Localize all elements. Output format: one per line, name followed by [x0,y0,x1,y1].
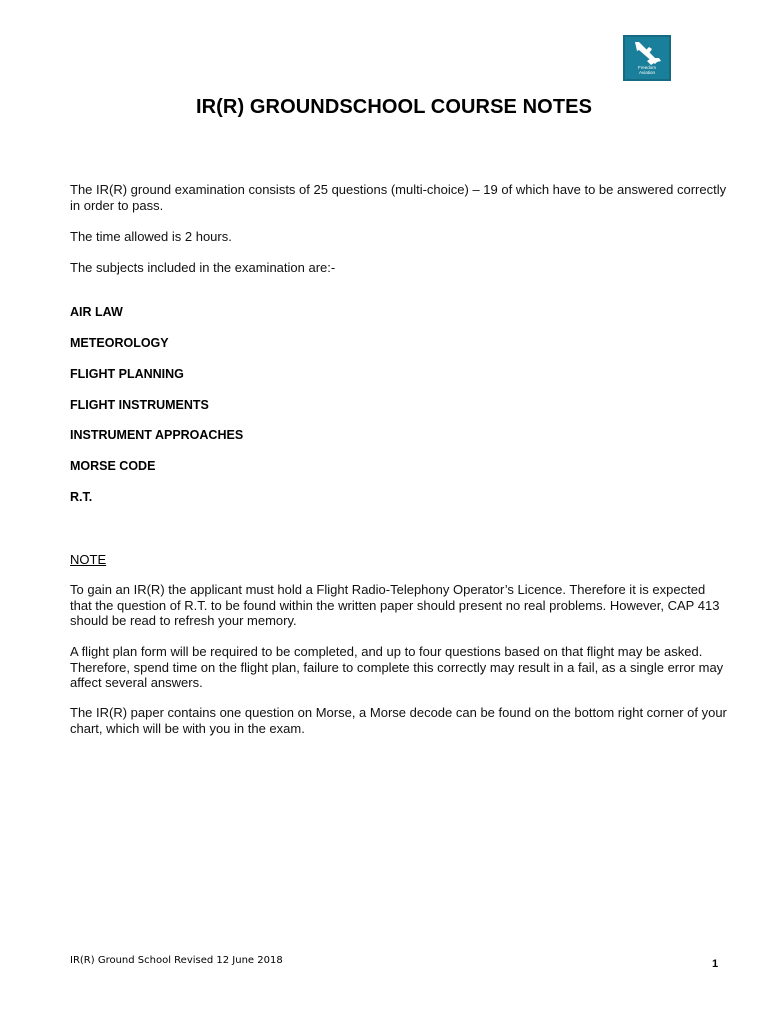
subject-rt: R.T. [70,490,93,504]
subject-flight-planning: FLIGHT PLANNING [70,367,184,381]
subject-air-law: AIR LAW [70,305,123,319]
page-number: 1 [712,958,719,970]
logo-line-2: Aviation [639,70,655,75]
note-paragraph-flight-plan: A flight plan form will be required to be completed, and up to four questions based on that flight may be asked. Therefore, spend time on the flight plan, failure to complete this correctly may result in a fail, as a single error may affect several answers. [70,644,724,690]
freedom-aviation-logo [623,35,671,81]
subject-instrument-approaches: INSTRUMENT APPROACHES [70,428,244,442]
page-title: IR(R) GROUNDSCHOOL COURSE NOTES [195,96,593,118]
subject-morse-code: MORSE CODE [70,459,156,473]
footer-text: IR(R) Ground School Revised 12 June 2018 [70,955,283,966]
subject-flight-instruments: FLIGHT INSTRUMENTS [70,398,209,412]
note-paragraph-rt: To gain an IR(R) the applicant must hold a Flight Radio-Telephony Operator’s Licence. Therefore it is expected that the question of R.T. to be found within the written paper should present no real problems. However, CAP 413 should be read to refresh your memory. [70,582,720,628]
note-paragraph-morse: The IR(R) paper contains one question on Morse, a Morse decode can be found on the bottom right corner of your chart, which will be with you in the exam. [70,705,727,736]
intro-paragraph-subjects: The subjects included in the examination are:- [70,260,336,275]
note-heading: NOTE [70,552,107,567]
intro-paragraph-time: The time allowed is 2 hours. [70,229,232,244]
intro-paragraph-exam: The IR(R) ground examination consists of 25 questions (multi-choice) – 19 of which have to be answered correctly in order to pass. [70,182,727,213]
logo-line-1: Freedom [637,65,656,70]
subject-meteorology: METEOROLOGY [70,336,169,350]
